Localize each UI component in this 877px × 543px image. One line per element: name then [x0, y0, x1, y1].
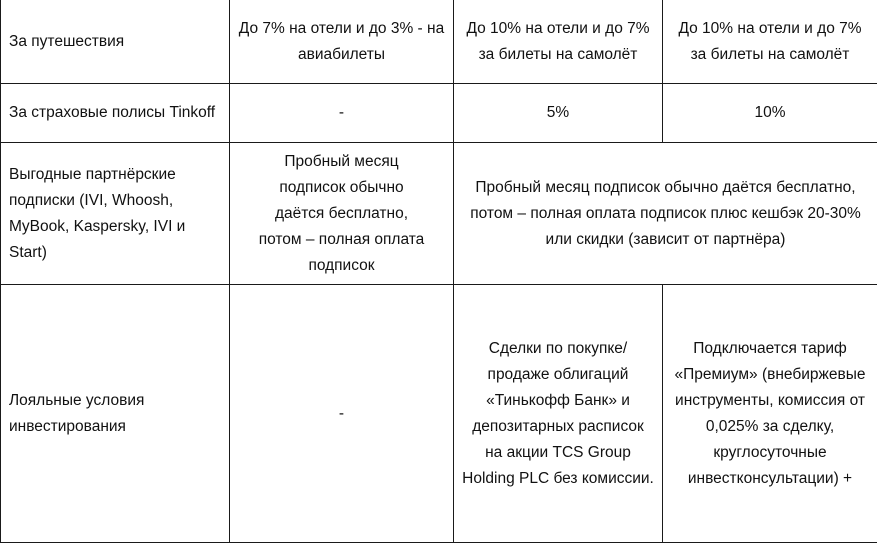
table-row-investing: [1, 285, 877, 543]
table-row-insurance: [1, 84, 877, 143]
cell-subscriptions-basic: [230, 143, 454, 285]
cell-investing-basic: -: [230, 285, 454, 543]
cell-subscriptions-basic-text: Пробный месяц подписок обычно даётся бесплатно, потом – полная оплата подписок: [256, 149, 428, 279]
cell-investing-pro: Сделки по покупке/продаже облигаций «Тинькофф Банк» и депозитарных расписок на акции TCS Group Holding PLC без комиссии.: [454, 285, 663, 543]
row-label-travel: За путешествия: [1, 0, 230, 84]
table-row-subscriptions: [1, 143, 877, 285]
cell-travel-premium: До 10% на отели и до 7% за билеты на самолёт: [663, 0, 877, 84]
cell-travel-pro: До 10% на отели и до 7% за билеты на самолёт: [454, 0, 663, 84]
cell-insurance-basic: -: [230, 84, 454, 143]
cell-insurance-pro: 5%: [454, 84, 663, 143]
row-label-subscriptions: Выгодные партнёрские подписки (IVI, Whoosh, MyBook, Kaspersky, IVI и Start): [1, 143, 230, 285]
row-label-insurance: За страховые полисы Tinkoff: [1, 84, 230, 143]
table-row-travel: [1, 0, 877, 84]
cell-investing-premium: Подключается тариф «Премиум» (внебиржевые инструменты, комиссия от 0,025% за сделку, круглосуточные инвестконсультации) +: [663, 285, 877, 543]
cell-insurance-premium: 10%: [663, 84, 877, 143]
cell-travel-basic: До 7% на отели и до 3% - на авиабилеты: [230, 0, 454, 84]
cell-subscriptions-pro-premium: Пробный месяц подписок обычно даётся бесплатно, потом – полная оплата подписок плюс кешбэк 20-30% или скидки (зависит от партнёра): [454, 143, 877, 285]
row-label-investing: Лояльные условия инвестирования: [1, 285, 230, 543]
